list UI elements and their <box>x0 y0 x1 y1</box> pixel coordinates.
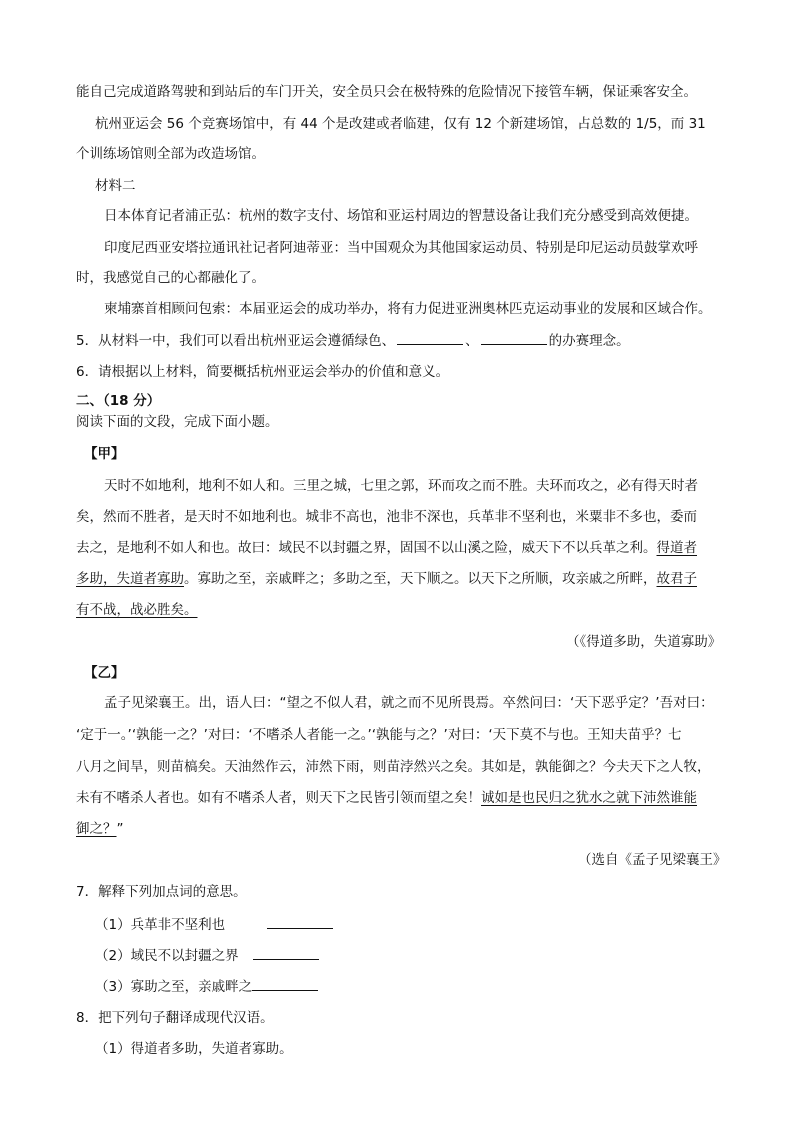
passage-jia-line-3 <box>76 538 697 558</box>
section-two-title: 二、（18 分） <box>76 393 161 409</box>
question-5-text-b: 的办赛理念。 <box>548 333 630 349</box>
passage-jia-line-3-text: 去之，是地利不如人和也。故曰：域民不以封疆之界，固国不以山溪之险，威天下不以兵革之利。 <box>76 540 657 556</box>
material-two-p1: 日本体育记者浦正弘：杭州的数字支付、场馆和亚运村周边的智慧设备让我们充分感受到高效便捷。 <box>104 208 698 224</box>
passage-jia-line-4-text: 。寡助之至，亲戚畔之；多助之至，天下顺之。以天下之所顺，攻亲戚之所畔， <box>184 571 657 587</box>
question-8-item-1: （1）得道者多助，失道者寡助。 <box>95 1041 293 1057</box>
passage-jia-source: （《得道多助，失道寡助》 <box>566 634 722 650</box>
passage-jia-line-5 <box>76 600 198 620</box>
question-7-item-3-text: （3）寡助之至，亲戚畔之 <box>95 979 253 995</box>
question-7-item-2 <box>95 945 321 966</box>
passage-jia-underlined-3: 故君子 <box>656 571 697 587</box>
question-8-stem: 8．把下列句子翻译成现代汉语。 <box>76 1010 274 1026</box>
question-7-item-3 <box>95 976 320 997</box>
question-7-stem: 7．解释下列加点词的意思。 <box>76 884 247 900</box>
passage-yi-line-4 <box>76 788 697 808</box>
passage-yi-source: （选自《孟子见梁襄王》 <box>578 852 727 868</box>
section-two-instruction: 阅读下面的文段，完成下面小题。 <box>76 414 279 430</box>
material-one-line-1: 能自己完成道路驾驶和到站后的车门开关，安全员只会在极特殊的危险情况下接管车辆，保证乘客安全。 <box>76 84 697 100</box>
passage-yi-line-4-text: 未有不嗜杀人者也。如有不嗜杀人者，则天下之民皆引领而望之矣！ <box>76 790 481 806</box>
passage-jia-label: 【甲】 <box>84 446 125 462</box>
passage-jia-underlined-2: 多助，失道者寡助 <box>76 571 184 587</box>
answer-blank[interactable] <box>253 945 319 960</box>
question-5-sep: 、 <box>465 333 479 349</box>
passage-jia-underlined-4: 有不战，战必胜矣。 <box>76 602 198 618</box>
answer-blank[interactable] <box>397 330 463 345</box>
passage-jia-line-1: 天时不如地利，地利不如人和。三里之城，七里之郭，环而攻之而不胜。夫环而攻之，必有得天时者 <box>104 478 698 494</box>
question-5 <box>76 330 630 351</box>
passage-jia-underlined-1: 得道者 <box>656 540 697 556</box>
answer-blank[interactable] <box>252 976 318 991</box>
answer-blank[interactable] <box>481 330 547 345</box>
passage-yi-line-2: ‘定于一。’‘孰能一之？’对曰：‘不嗜杀人者能一之。’‘孰能与之？’对曰：‘天下莫不与也。王知夫苗乎？七 <box>76 727 682 743</box>
passage-yi-line-5 <box>76 819 124 839</box>
passage-yi-line-3: 八月之间旱，则苗槁矣。天油然作云，沛然下雨，则苗浡然兴之矣。其如是，孰能御之？今夫天下之人牧， <box>76 759 711 775</box>
passage-yi-line-5-end: ” <box>116 821 124 837</box>
answer-blank[interactable] <box>267 914 333 929</box>
passage-yi-underlined-2: 御之？ <box>76 821 117 837</box>
material-one-line-2: 杭州亚运会 56 个竞赛场馆中，有 44 个是改建或者临建，仅有 12 个新建场馆，占总数的 1/5，而 31 <box>95 116 706 132</box>
question-7-item-2-text: （2）域民不以封疆之界 <box>95 948 239 964</box>
passage-yi-underlined-1: 诚如是也民归之犹水之就下沛然谁能 <box>481 790 697 806</box>
question-6: 6．请根据以上材料，简要概括杭州亚运会举办的价值和意义。 <box>76 364 450 380</box>
passage-yi-label: 【乙】 <box>84 665 125 681</box>
question-7-item-1 <box>95 914 335 935</box>
question-5-text-a: 5．从材料一中，我们可以看出杭州亚运会遵循绿色、 <box>76 333 396 349</box>
material-two-p2-line1: 印度尼西亚安塔拉通讯社记者阿迪蒂亚：当中国观众为其他国家运动员、特别是印尼运动员鼓掌欢呼 <box>104 240 698 256</box>
question-7-item-1-text: （1）兵革非不坚利也 <box>95 917 226 933</box>
material-two-p3: 柬埔寨首相顾问包索：本届亚运会的成功举办，将有力促进亚洲奥林匹克运动事业的发展和区域合作。 <box>104 301 712 317</box>
material-two-heading: 材料二 <box>95 178 136 194</box>
material-two-p2-line2: 时，我感觉自己的心都融化了。 <box>76 270 265 286</box>
passage-jia-line-2: 矣，然而不胜者，是天时不如地利也。城非不高也，池非不深也，兵革非不坚利也，米粟非不多也，委而 <box>76 509 697 525</box>
passage-jia-line-4 <box>76 569 697 589</box>
material-one-line-3: 个训练场馆则全部为改造场馆。 <box>76 146 265 162</box>
passage-yi-line-1: 孟子见梁襄王。出，语人曰：“望之不似人君，就之而不见所畏焉。卒然问曰：‘天下恶乎定？’吾对曰： <box>104 695 714 711</box>
